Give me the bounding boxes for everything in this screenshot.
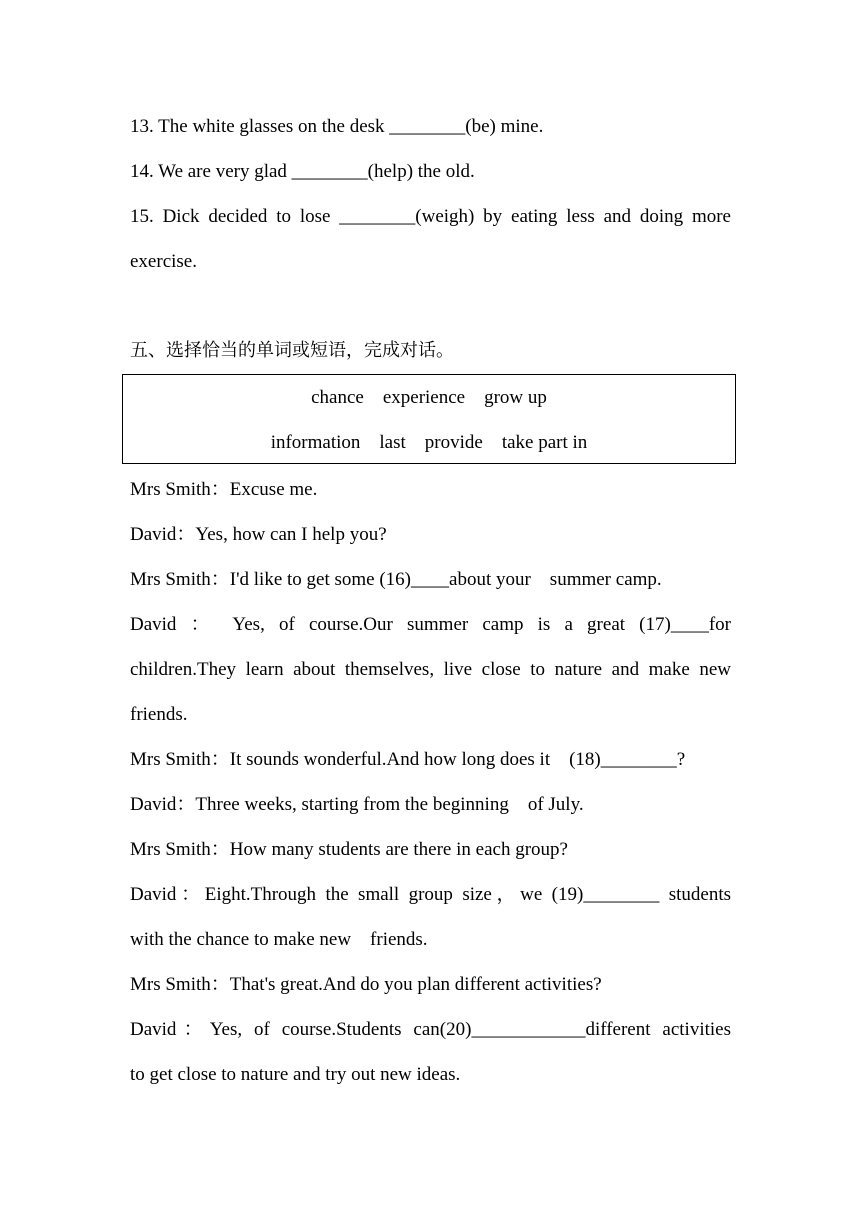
- dialogue-line: David：Three weeks, starting from the beginning of July.: [130, 794, 584, 815]
- question-15-line-2: exercise.: [130, 251, 197, 272]
- dialogue-line: Mrs Smith：That's great.And do you plan different activities?: [130, 974, 602, 995]
- dialogue-line: with the chance to make new friends.: [130, 929, 428, 950]
- dialogue-line: David：Eight.Through the small group size，we (19)________ students: [130, 884, 731, 905]
- word-bank-box: [122, 374, 736, 464]
- dialogue-line: Mrs Smith：It sounds wonderful.And how long does it (18)________?: [130, 749, 686, 770]
- dialogue-line: children.They learn about themselves, live close to nature and make new: [130, 659, 731, 680]
- word-bank-row-2: information last provide take part in: [270, 432, 588, 453]
- dialogue-line: David：Yes, of course.Students can(20)____________different activities: [130, 1019, 731, 1040]
- dialogue-line: to get close to nature and try out new ideas.: [130, 1064, 461, 1085]
- dialogue-line: Mrs Smith：Excuse me.: [130, 479, 318, 500]
- dialogue-line: friends.: [130, 704, 188, 725]
- question-15-line-1: 15. Dick decided to lose ________(weigh) by eating less and doing more: [130, 206, 731, 227]
- dialogue-line: Mrs Smith：I'd like to get some (16)____about your summer camp.: [130, 569, 662, 590]
- question-14: 14. We are very glad ________(help) the old.: [130, 161, 475, 182]
- word-bank-row-1: chance experience grow up: [311, 387, 547, 408]
- dialogue-line: Mrs Smith：How many students are there in each group?: [130, 839, 568, 860]
- questions-block: [130, 104, 731, 373]
- dialogue-line: David：Yes, how can I help you?: [130, 524, 387, 545]
- section-5-title: 五、选择恰当的单词或短语，完成对话。: [130, 340, 454, 361]
- question-15: [130, 194, 731, 284]
- question-13: 13. The white glasses on the desk ________(be) mine.: [130, 116, 544, 137]
- dialogue-block: [130, 467, 731, 1097]
- dialogue-line: David ： Yes, of course.Our summer camp is a great (17)____for: [130, 614, 731, 635]
